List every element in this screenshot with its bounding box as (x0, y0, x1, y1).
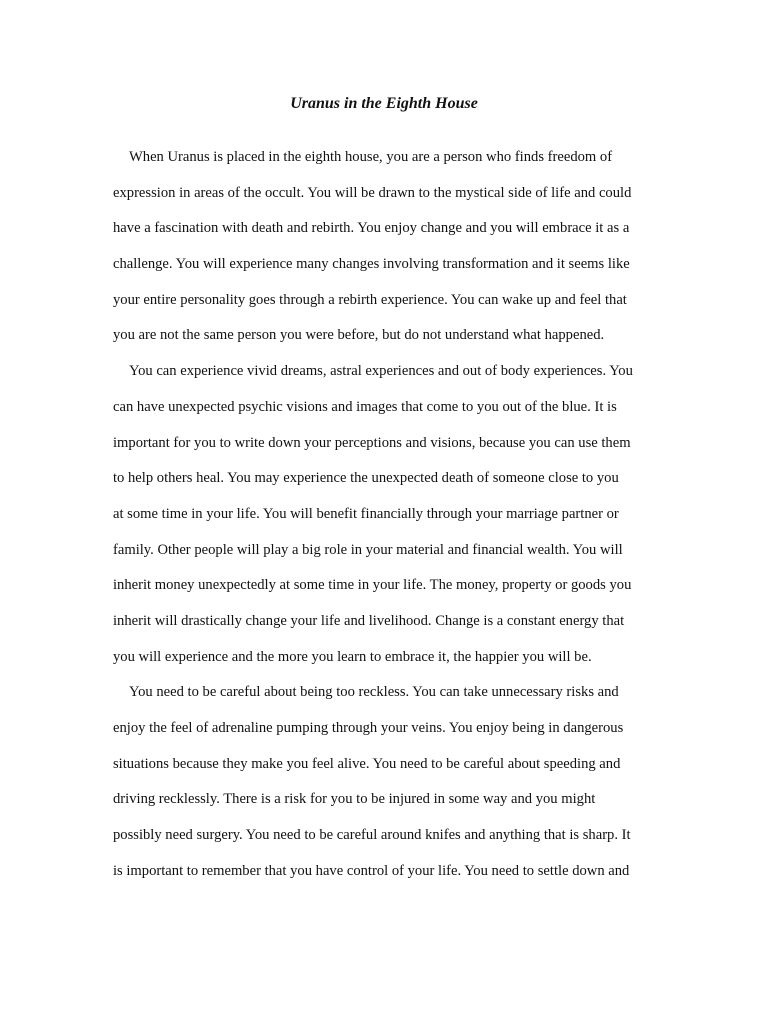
text-line: can have unexpected psychic visions and images that come to you out of the blue. It is (113, 398, 617, 415)
text-line: to help others heal. You may experience the unexpected death of someone close to you (113, 470, 619, 487)
text-line: You need to be careful about being too reckless. You can take unnecessary risks and (129, 684, 619, 701)
text-line: inherit will drastically change your life and livelihood. Change is a constant energy that (113, 612, 625, 629)
text-line: When Uranus is placed in the eighth house, you are a person who finds freedom of (129, 149, 613, 165)
text-line: at some time in your life. You will benefit financially through your marriage partner or (113, 505, 619, 522)
page-title: Uranus in the Eighth House (290, 95, 478, 112)
text-line: important for you to write down your perceptions and visions, because you can use them (113, 434, 631, 451)
text-line: You can experience vivid dreams, astral experiences and out of body experiences. You (129, 363, 633, 380)
body-text (113, 140, 655, 889)
text-line: inherit money unexpectedly at some time in your life. The money, property or goods you (113, 577, 632, 594)
text-line: have a fascination with death and rebirth. You enjoy change and you will embrace it as a (113, 220, 630, 237)
text-line: family. Other people will play a big role in your material and financial wealth. You will (113, 541, 623, 558)
text-line: situations because they make you feel alive. You need to be careful about speeding and (113, 755, 621, 772)
text-line: you are not the same person you were before, but do not understand what happened. (113, 327, 605, 344)
text-line: challenge. You will experience many changes involving transformation and it seems like (113, 256, 630, 273)
text-line: expression in areas of the occult. You will be drawn to the mystical side of life and could (113, 184, 632, 201)
text-line: is important to remember that you have control of your life. You need to settle down and (113, 862, 630, 879)
text-line: driving recklessly. There is a risk for you to be injured in some way and you might (113, 791, 596, 808)
text-line: you will experience and the more you learn to embrace it, the happier you will be. (113, 648, 592, 665)
text-line: your entire personality goes through a rebirth experience. You can wake up and feel that (113, 291, 627, 308)
text-line: possibly need surgery. You need to be careful around knifes and anything that is sharp. It (113, 827, 631, 844)
text-line: enjoy the feel of adrenaline pumping through your veins. You enjoy being in dangerous (113, 720, 624, 736)
